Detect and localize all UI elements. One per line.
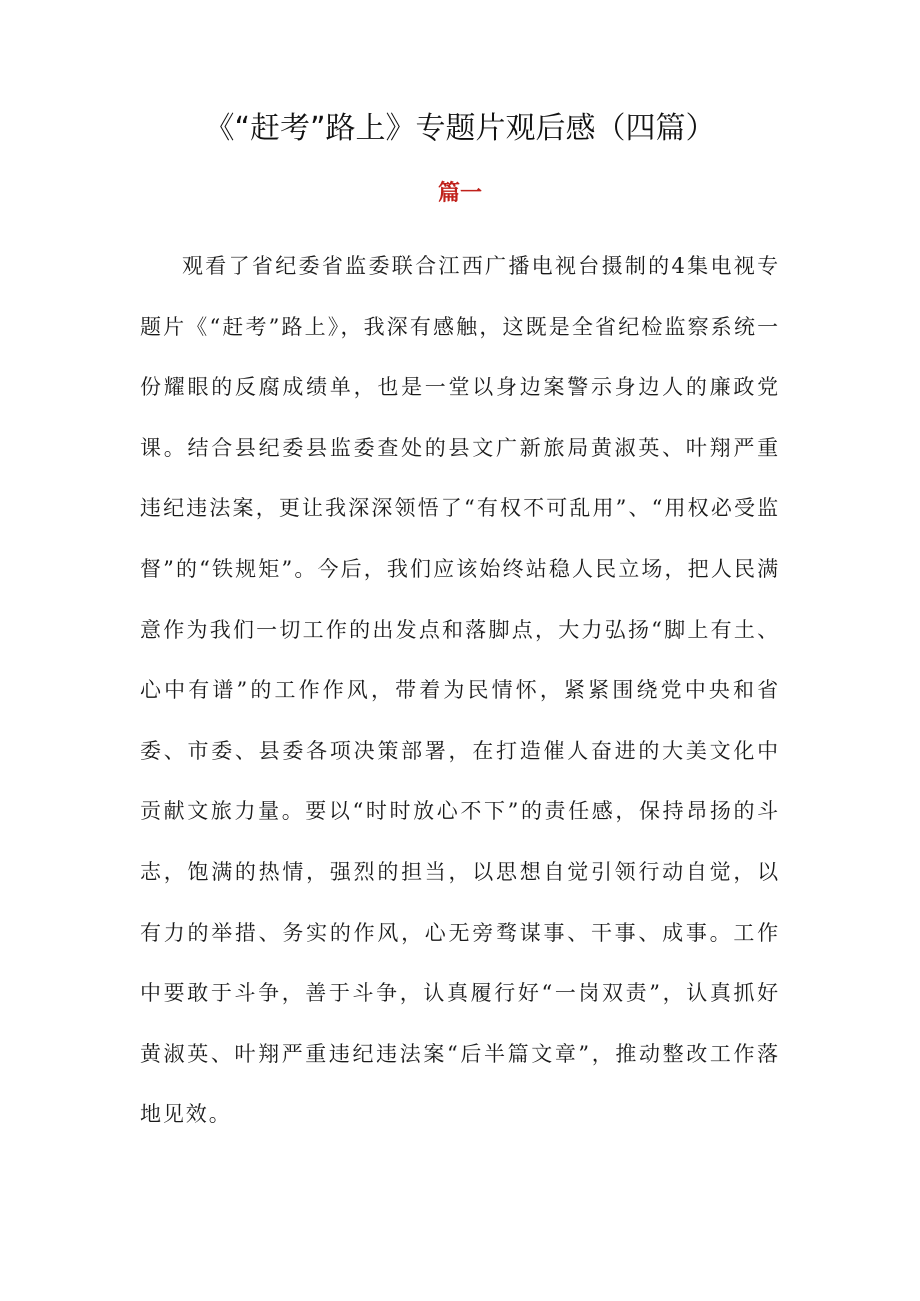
- document-title: 《“赶考”路上》专题片观后感（四篇）: [204, 111, 716, 146]
- body-paragraph: 观看了省纪委省监委联合江西广播电视台摄制的4集电视专题片《“赶考”路上》，我深有感触，这既是全省纪检监察系统一份耀眼的反腐成绩单，也是一堂以身边案警示身边人的廉政党课。结合县纪委县监委查处的县文广新旅局黄淑英、叶翔严重违纪违法案，更让我深深领悟了“有权不可乱用”、“用权必受监督”的“铁规矩”。今后，我们应该始终站稳人民立场，把人民满意作为我们一切工作的出发点和落脚点，大力弘扬“脚上有土、心中有谱”的工作作风，带着为民情怀，紧紧围绕党中央和省委、市委、县委各项决策部署，在打造催人奋进的大美文化中贡献文旅力量。要以“时时放心不下”的责任感，保持昂扬的斗志，饱满的热情，强烈的担当，以思想自觉引领行动自觉，以有力的举措、务实的作风，心无旁骛谋事、干事、成事。工作中要敢于斗争，善于斗争，认真履行好“一岗双责”，认真抓好黄淑英、叶翔严重违纪违法案“后半篇文章”，推动整改工作落地见效。: [140, 254, 780, 1127]
- section-heading: 篇一: [437, 181, 482, 206]
